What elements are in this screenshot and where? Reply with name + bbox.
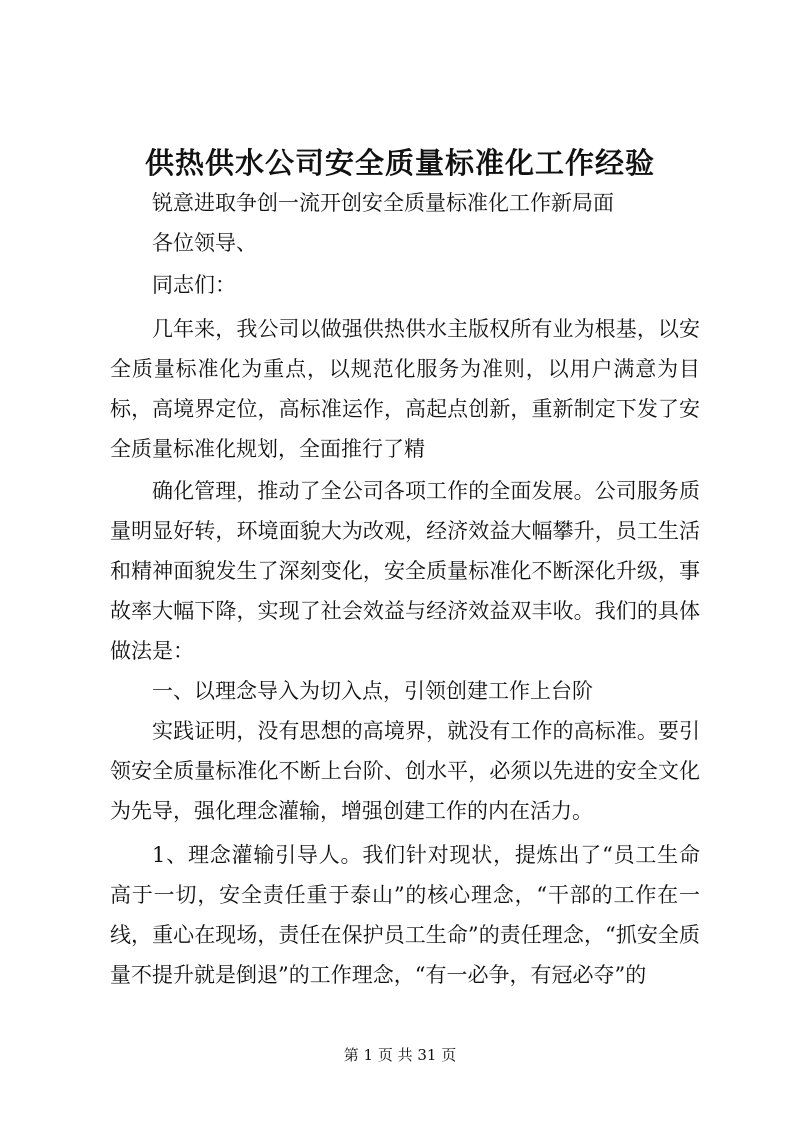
section-heading [110, 671, 700, 711]
document-title: 供热供水公司安全质量标准化工作经验 [144, 146, 655, 180]
section-heading-text: 一、以理念导入为切入点，引领创建工作上台阶 [152, 679, 593, 703]
paragraph: 实践证明，没有思想的高境界，就没有工作的高标准。要引领安全质量标准化不断上台阶、创水平，必须以先进的安全文化为先导，强化理念灌输，增强创建工作的内在活力。 [110, 719, 700, 823]
document-subtitle: 锐意进取争创一流开创安全质量标准化工作新局面 [152, 191, 614, 215]
salutation-leaders: 各位领导、 [152, 231, 257, 255]
paragraph-practice [110, 711, 700, 831]
paragraph: 确化管理，推动了全公司各项工作的全面发展。公司服务质量明显好转，环境面貌大为改观，经济效益大幅攀升，员工生活和精神面貌发生了深刻变化，安全质量标准化不断深化升级，事故率大幅下降，实现了社会效益与经济效益双丰收。我们的具体做法是： [110, 479, 700, 663]
salutation-comrades: 同志们： [152, 273, 236, 297]
paragraph-intro [110, 309, 700, 469]
page-number-footer: 第 1 页 共 31 页 [343, 1046, 457, 1064]
paragraph: 几年来，我公司以做强供热供水主版权所有业为根基，以安全质量标准化为重点，以规范化服务为准则，以用户满意为目标，高境界定位，高标准运作，高起点创新，重新制定下发了安全质量标准化规划，全面推行了精 [110, 317, 700, 461]
paragraph: 1、理念灌输引导人。我们针对现状，提炼出了“员工生命高于一切，安全责任重于泰山”的核心理念，“干部的工作在一线，重心在现场，责任在保护员工生命”的责任理念，“抓安全质量不提升就是倒退”的工作理念，“有一必争，有冠必夺”的 [110, 843, 700, 987]
paragraph-concept [110, 835, 700, 995]
paragraph-results [110, 471, 700, 671]
